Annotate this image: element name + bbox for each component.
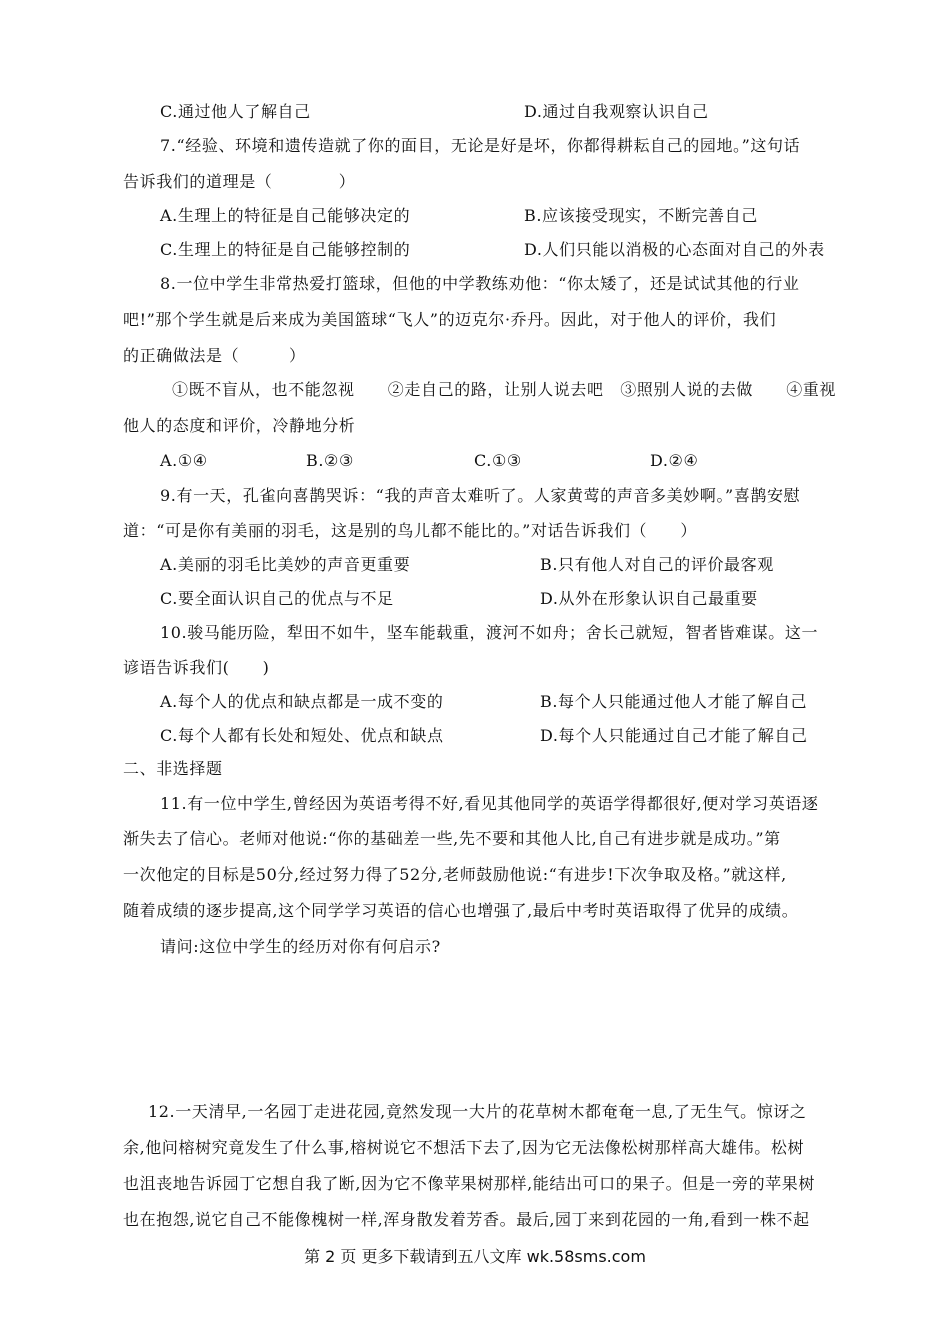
q8-stem-line1: 8.一位中学生非常热爱打篮球，但他的中学教练劝他：“你太矮了，还是试试其他的行业 bbox=[160, 274, 800, 293]
q12-stem-line2: 余,他问榕树究竟发生了什么事,榕树说它不想活下去了,因为它无法像松树那样高大雄伟。松树 bbox=[123, 1138, 805, 1157]
q10-option-c: C.每个人都有长处和短处、优点和缺点 bbox=[160, 726, 444, 745]
q8-option-a: A.①④ bbox=[160, 451, 208, 470]
q11-stem-line2: 渐失去了信心。老师对他说:“你的基础差一些,先不要和其他人比,自己有进步就是成功。”第 bbox=[123, 829, 781, 848]
q9-option-d: D.从外在形象认识自己最重要 bbox=[540, 589, 758, 608]
q6-option-c: C.通过他人了解自己 bbox=[160, 102, 311, 121]
q7-option-b: B.应该接受现实，不断完善自己 bbox=[524, 206, 758, 225]
q10-stem-line2: 谚语告诉我们( ) bbox=[123, 658, 270, 677]
q9-option-c: C.要全面认识自己的优点与不足 bbox=[160, 589, 394, 608]
page-footer: 第 2 页 更多下载请到五八文库 wk.58sms.com bbox=[304, 1247, 646, 1266]
q7-stem-line2: 告诉我们的道理是（ ） bbox=[123, 172, 356, 191]
q8-stem-line2: 吧!”那个学生就是后来成为美国篮球“飞人”的迈克尔·乔丹。因此，对于他人的评价，我们 bbox=[123, 310, 777, 329]
q11-stem-line3: 一次他定的目标是50分,经过努力得了52分,老师鼓励他说:“有进步!下次争取及格。”就这样, bbox=[123, 865, 787, 884]
q12-stem-line3: 也沮丧地告诉园丁它想自我了断,因为它不像苹果树那样,能结出可口的果子。但是一旁的苹果树 bbox=[123, 1174, 815, 1193]
q7-stem-line1: 7.“经验、环境和遗传造就了你的面目，无论是好是坏，你都得耕耘自己的园地。”这句话 bbox=[160, 136, 801, 155]
q11-stem-line4: 随着成绩的逐步提高,这个同学学习英语的信心也增强了,最后中考时英语取得了优异的成绩。 bbox=[123, 901, 799, 920]
q6-option-d: D.通过自我观察认识自己 bbox=[524, 102, 709, 121]
q12-stem-line4: 也在抱怨,说它自己不能像槐树一样,浑身散发着芳香。最后,园丁来到花园的一角,看到一株不起 bbox=[123, 1210, 810, 1229]
q10-option-b: B.每个人只能通过他人才能了解自己 bbox=[540, 692, 808, 711]
q8-stem-line3: 的正确做法是（ ） bbox=[123, 346, 306, 365]
q8-items-line2: 他人的态度和评价，冷静地分析 bbox=[123, 416, 356, 435]
section2-heading: 二、非选择题 bbox=[123, 759, 223, 778]
q8-option-c: C.①③ bbox=[474, 451, 522, 470]
q8-option-b: B.②③ bbox=[306, 451, 354, 470]
q10-stem-line1: 10.骏马能历险，犁田不如牛，坚车能载重，渡河不如舟；舍长己就短，智者皆难谋。这一 bbox=[160, 623, 819, 642]
q12-stem-line1: 12.一天清早,一名园丁走进花园,竟然发现一大片的花草树木都奄奄一息,了无生气。惊讶之 bbox=[148, 1102, 807, 1121]
q7-option-d: D.人们只能以消极的心态面对自己的外表 bbox=[524, 240, 825, 259]
q9-stem-line2: 道：“可是你有美丽的羽毛，这是别的鸟儿都不能比的。”对话告诉我们（ ） bbox=[123, 521, 697, 540]
q7-option-c: C.生理上的特征是自己能够控制的 bbox=[160, 240, 411, 259]
q11-stem-line1: 11.有一位中学生,曾经因为英语考得不好,看见其他同学的英语学得都很好,便对学习英语逐 bbox=[160, 794, 819, 813]
q9-option-a: A.美丽的羽毛比美妙的声音更重要 bbox=[160, 555, 411, 574]
q9-option-b: B.只有他人对自己的评价最客观 bbox=[540, 555, 774, 574]
q10-option-a: A.每个人的优点和缺点都是一成不变的 bbox=[160, 692, 444, 711]
q8-items-line1: ①既不盲从，也不能忽视 ②走自己的路，让别人说去吧 ③照别人说的去做 ④重视 bbox=[172, 380, 837, 399]
q11-question: 请问:这位中学生的经历对你有何启示? bbox=[160, 937, 441, 956]
q7-option-a: A.生理上的特征是自己能够决定的 bbox=[160, 206, 411, 225]
q10-option-d: D.每个人只能通过自己才能了解自己 bbox=[540, 726, 808, 745]
q8-option-d: D.②④ bbox=[650, 451, 699, 470]
q9-stem-line1: 9.有一天，孔雀向喜鹊哭诉：“我的声音太难听了。人家黄莺的声音多美妙啊。”喜鹊安慰 bbox=[160, 486, 801, 505]
